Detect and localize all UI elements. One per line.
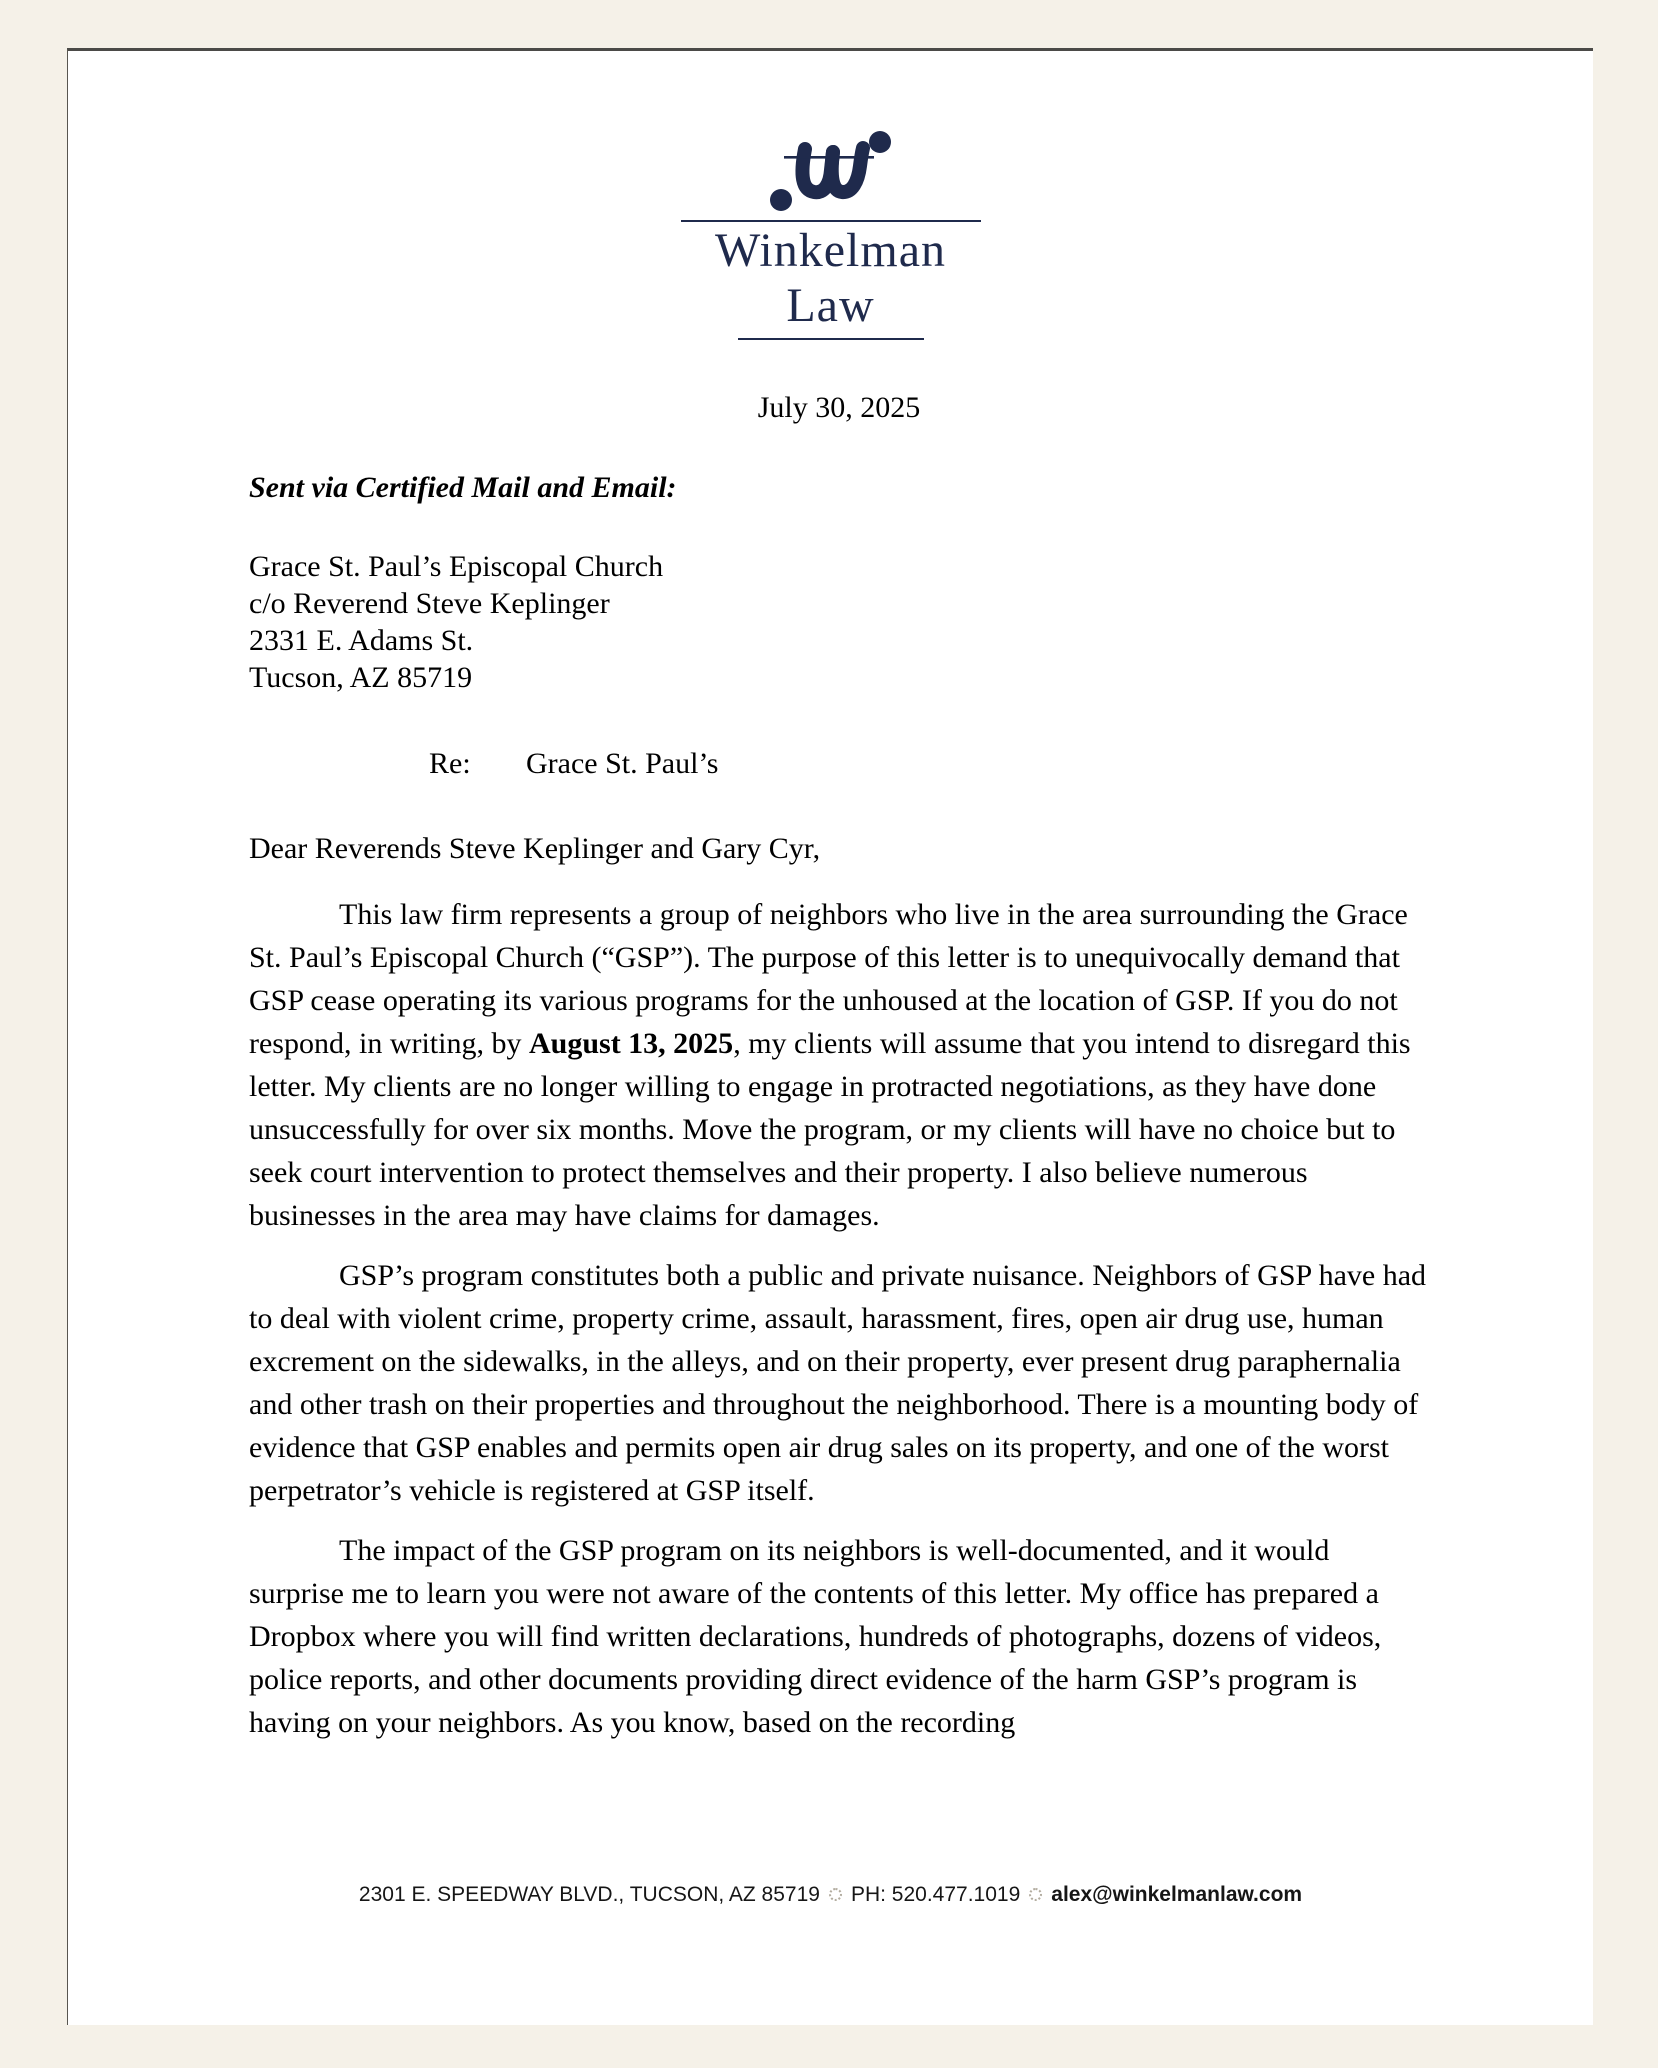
- delivery-method: Sent via Certified Mail and Email:: [249, 470, 677, 504]
- letterhead-logo: [68, 129, 1593, 340]
- recipient-address-block: [249, 548, 1429, 696]
- reference-label: Re:: [429, 746, 471, 780]
- paragraph-1-post: , my clients will assume that you intend to disregard this letter. My clients are no longer willing to engage in protracted negotiations, as they have done unsuccessfully for over six months. Move the program, or my clients will have no choice but to seek court intervention to protect themselves and their property. I also believe numerous businesses in the area may have claims for damages.: [249, 1026, 1411, 1232]
- winkelman-monogram-icon: [769, 129, 893, 217]
- recipient-city-state-zip: Tucson, AZ 85719: [249, 660, 473, 694]
- letter-body: [249, 893, 1429, 1744]
- footer-phone: PH: 520.477.1019: [850, 1883, 1021, 1906]
- body-paragraph-2: GSP’s program constitutes both a public and private nuisance. Neighbors of GSP have had to deal with violent crime, property crime, assault, harassment, fires, open air drug use, human excrement on the sidewalks, in the alleys, and on their property, ever present drug paraphernalia and other trash on their properties and throughout the neighborhood. There is a mounting body of evidence that GSP enables and permits open air drug sales on its property, and one of the worst perpetrator’s vehicle is registered at GSP itself.: [249, 1258, 1427, 1507]
- circle-separator-icon: [829, 1888, 842, 1901]
- monogram-strike-line: [784, 156, 874, 159]
- monogram-dot-bottom-left: [770, 189, 792, 211]
- logo-divider-bottom: [738, 338, 924, 340]
- recipient-care-of: c/o Reverend Steve Keplinger: [249, 586, 610, 620]
- salutation: Dear Reverends Steve Keplinger and Gary Cyr,: [249, 831, 821, 865]
- paragraph-1-pre: This law firm represents a group of neighbors who live in the area surrounding the Grace St. Paul’s Episcopal Church (“GSP”). The purpose of this letter is to unequivocally demand that GSP cease operating its various programs for the unhoused at the location of GSP. If you do not respond, in writing, by: [249, 897, 1408, 1060]
- letter-date: July 30, 2025: [757, 390, 921, 424]
- body-paragraph-3: The impact of the GSP program on its neighbors is well-documented, and it would surprise me to learn you were not aware of the contents of this letter. My office has prepared a Dropbox where you will find written declarations, hundreds of photographs, dozens of videos, police reports, and other documents providing direct evidence of the harm GSP’s program is having on your neighbors. As you know, based on the recording: [249, 1533, 1382, 1739]
- footer-email: alex@winkelmanlaw.com: [1051, 1883, 1303, 1906]
- footer-address: 2301 E. SPEEDWAY BLVD., TUCSON, AZ 85719: [358, 1883, 820, 1906]
- firm-name: Winkelman: [715, 224, 946, 277]
- letter-page: [67, 48, 1593, 2025]
- recipient-street: 2331 E. Adams St.: [249, 623, 474, 657]
- recipient-organization: Grace St. Paul’s Episcopal Church: [249, 549, 664, 583]
- reference-subject: Grace St. Paul’s: [526, 746, 719, 780]
- body-paragraph-1: [249, 893, 1429, 1237]
- letter-footer: [68, 1883, 1593, 1907]
- circle-separator-icon: [1029, 1888, 1042, 1901]
- firm-name-law: Law: [786, 278, 875, 332]
- monogram-dot-top-right: [869, 131, 891, 153]
- paragraph-1-deadline-date: August 13, 2025: [528, 1026, 734, 1060]
- reference-line: [249, 746, 1429, 782]
- logo-divider-top: [681, 220, 981, 222]
